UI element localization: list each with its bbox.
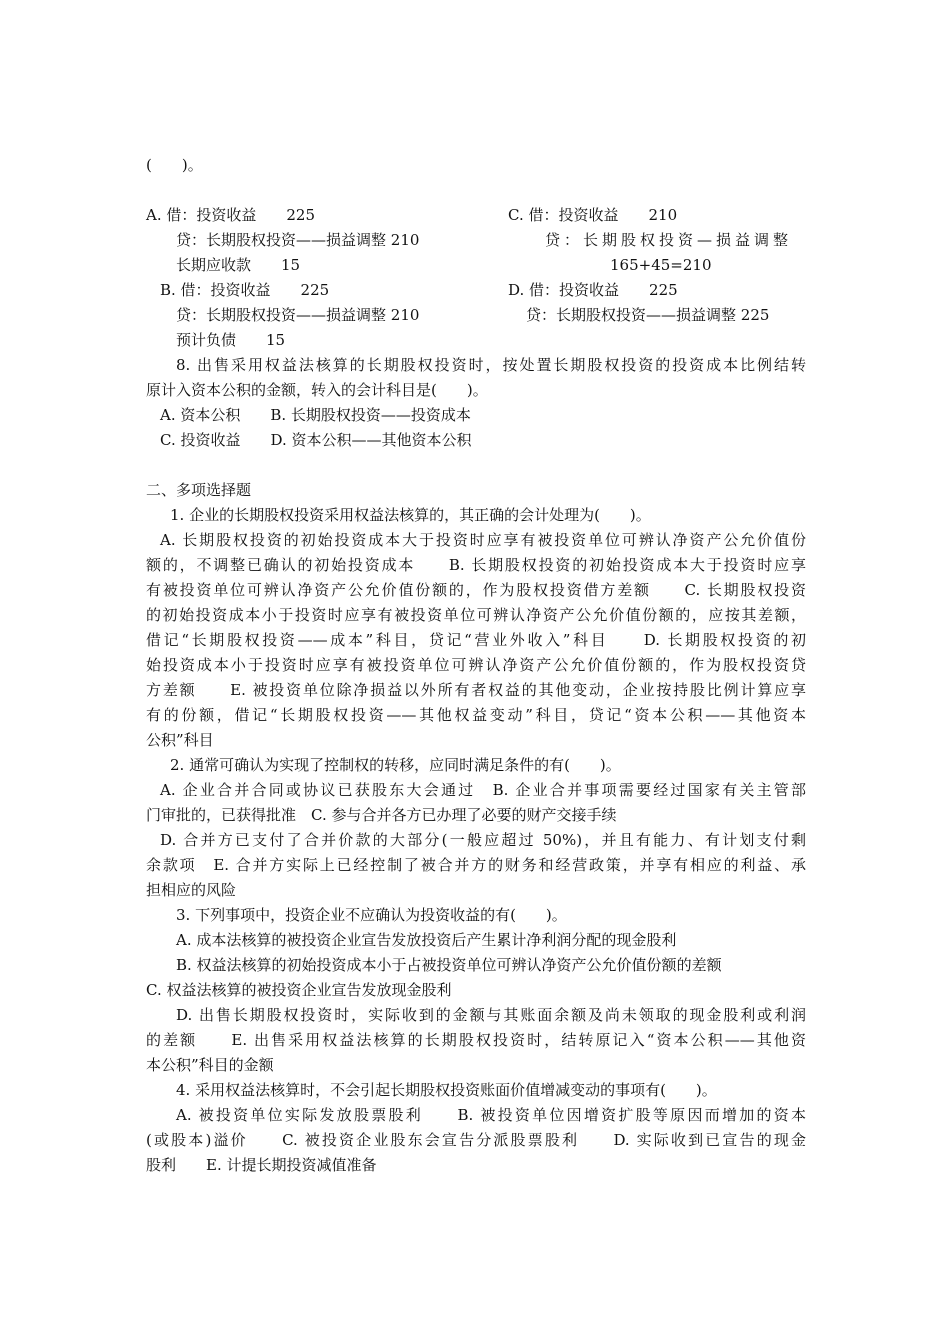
mq3-line-2: B. 权益法核算的初始投资成本小于占被投资单位可辨认净资产公允价值份额的差额 <box>176 956 722 974</box>
option-b-credit-1: 贷：长期股权投资——损益调整 210 <box>176 306 420 324</box>
mq2-line-2: 门审批的，已获得批准 C. 参与合并各方已办理了必要的财产交接手续 <box>146 806 617 824</box>
mq4-line-1: A. 被投资单位实际发放股票股利 B. 被投资单位因增资扩股等原因而增加的资本 <box>176 1106 806 1124</box>
mq1-line-8: 有的份额，借记“长期股权投资——其他权益变动”科目，贷记“资本公积——其他资本 <box>146 706 806 724</box>
mq3-line-6: 本公积”科目的金额 <box>146 1056 274 1074</box>
question-8-options-2: C. 投资收益 D. 资本公积——其他资本公积 <box>160 431 472 449</box>
section-heading: 二、多项选择题 <box>146 481 252 499</box>
mq4-stem: 4. 采用权益法核算时，不会引起长期股权投资账面价值增减变动的事项有( )。 <box>176 1081 717 1099</box>
mq4-line-3: 股利 E. 计提长期投资减值准备 <box>146 1156 377 1174</box>
question-8-line-2: 原计入资本公积的金额，转入的会计科目是( )。 <box>146 381 488 399</box>
mq1-line-7: 方差额 E. 被投资单位除净损益以外所有者权益的其他变动，企业按持股比例计算应享 <box>146 681 806 699</box>
mq2-line-5: 担相应的风险 <box>146 881 237 899</box>
mq1-line-5: 借记“长期股权投资——成本”科目，贷记“营业外收入”科目 D. 长期股权投资的初 <box>146 631 806 649</box>
question-8-line-1: 8. 出售采用权益法核算的长期股权投资时，按处置长期股权投资的投资成本比例结转 <box>176 356 806 374</box>
question-paren-blank: ( )。 <box>146 156 203 174</box>
mq1-line-4: 的初始投资成本小于投资时应享有被投资单位可辨认净资产公允价值份额的，应按其差额， <box>146 606 806 624</box>
mq1-line-9: 公积”科目 <box>146 731 214 749</box>
mq3-line-5: 的差额 E. 出售采用权益法核算的长期股权投资时，结转原记入“资本公积——其他资 <box>146 1031 806 1049</box>
option-a-credit-1: 贷：长期股权投资——损益调整 210 <box>176 231 420 249</box>
option-c-credit-1: 贷：长期股权投资—损益调整 <box>545 231 793 249</box>
option-b-debit: B. 借：投资收益 225 <box>160 281 330 299</box>
mq1-line-3: 有被投资单位可辨认净资产公允价值份额的，作为股权投资借方差额 C. 长期股权投资 <box>146 581 806 599</box>
mq4-line-2: (或股本)溢价 C. 被投资企业股东会宣告分派股票股利 D. 实际收到已宣告的现金 <box>146 1131 806 1149</box>
mq2-line-1: A. 企业合并合同或协议已获股东大会通过 B. 企业合并事项需要经过国家有关主管部 <box>160 781 806 799</box>
mq1-line-2: 额的，不调整已确认的初始投资成本 B. 长期股权投资的初始投资成本大于投资时应享 <box>146 556 806 574</box>
mq3-line-4: D. 出售长期股权投资时，实际收到的金额与其账面余额及尚未领取的现金股利或利润 <box>176 1006 806 1024</box>
option-b-credit-2: 预计负债 15 <box>176 331 286 349</box>
option-c-credit-2: 165+45=210 <box>610 256 712 274</box>
mq3-line-3: C. 权益法核算的被投资企业宣告发放现金股利 <box>146 981 452 999</box>
mq1-line-1: A. 长期股权投资的初始投资成本大于投资时应享有被投资单位可辨认净资产公允价值份 <box>160 531 806 549</box>
mq1-stem: 1. 企业的长期股权投资采用权益法核算的，其正确的会计处理为( )。 <box>170 506 651 524</box>
mq2-line-4: 余款项 E. 合并方实际上已经控制了被合并方的财务和经营政策，并享有相应的利益、承 <box>146 856 806 874</box>
option-a-debit: A. 借：投资收益 225 <box>146 206 315 224</box>
option-a-credit-2: 长期应收款 15 <box>176 256 301 274</box>
mq3-line-1: A. 成本法核算的被投资企业宣告发放投资后产生累计净利润分配的现金股利 <box>176 931 677 949</box>
option-c-debit: C. 借：投资收益 210 <box>508 206 678 224</box>
option-d-debit: D. 借：投资收益 225 <box>508 281 678 299</box>
mq2-stem: 2. 通常可确认为实现了控制权的转移，应同时满足条件的有( )。 <box>170 756 621 774</box>
mq1-line-6: 始投资成本小于投资时应享有被投资单位可辨认净资产公允价值份额的，作为股权投资贷 <box>146 656 806 674</box>
question-8-options-1: A. 资本公积 B. 长期股权投资——投资成本 <box>160 406 471 424</box>
mq2-line-3: D. 合并方已支付了合并价款的大部分(一般应超过 50%)，并且有能力、有计划支付剩 <box>160 831 806 849</box>
option-d-credit-1: 贷：长期股权投资——损益调整 225 <box>526 306 770 324</box>
mq3-stem: 3. 下列事项中，投资企业不应确认为投资收益的有( )。 <box>176 906 567 924</box>
